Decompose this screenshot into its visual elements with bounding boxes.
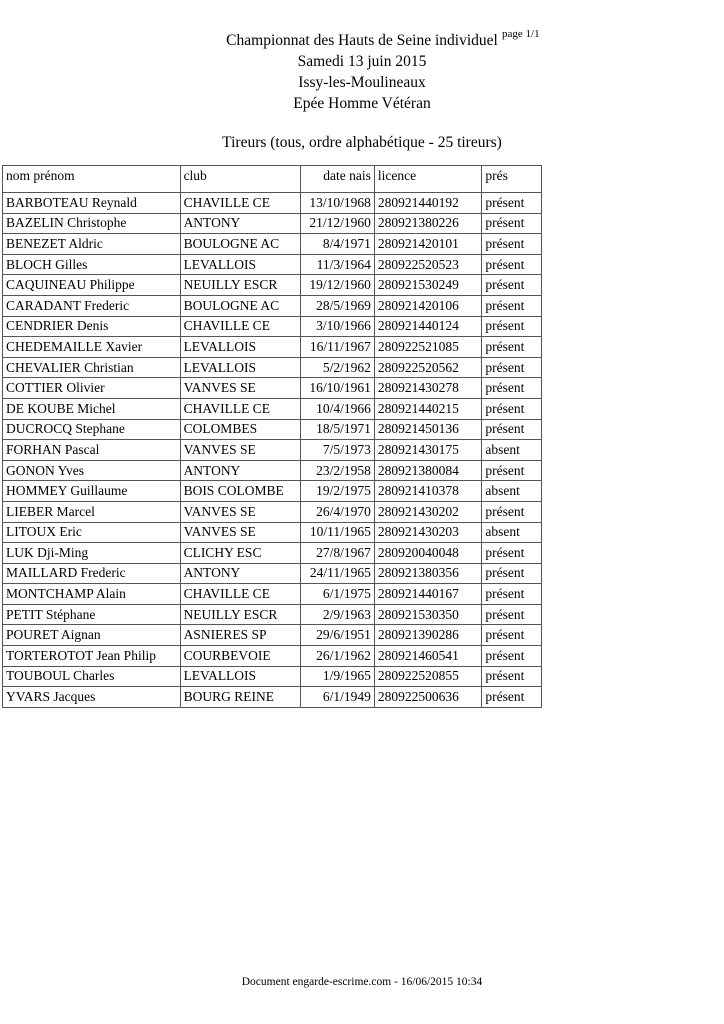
cell-birthdate: 21/12/1960 (300, 213, 374, 234)
table-row (3, 419, 542, 440)
cell-name: MONTCHAMP Alain (3, 584, 181, 605)
table-row (3, 213, 542, 234)
cell-birthdate: 23/2/1958 (300, 460, 374, 481)
table-row (3, 563, 542, 584)
cell-licence: 280921390286 (374, 625, 482, 646)
cell-name: LIEBER Marcel (3, 501, 181, 522)
cell-club: CHAVILLE CE (180, 316, 300, 337)
cell-club: COURBEVOIE (180, 646, 300, 667)
cell-name: BENEZET Aldric (3, 234, 181, 255)
cell-birthdate: 19/12/1960 (300, 275, 374, 296)
table-row (3, 687, 542, 708)
cell-name: CHEVALIER Christian (3, 357, 181, 378)
cell-birthdate: 2/9/1963 (300, 604, 374, 625)
cell-club: ANTONY (180, 460, 300, 481)
table-body (3, 193, 542, 708)
cell-licence: 280921450136 (374, 419, 482, 440)
cell-name: LITOUX Eric (3, 522, 181, 543)
cell-presence: présent (482, 316, 542, 337)
table-row (3, 666, 542, 687)
column-header-name: nom prénom (3, 166, 181, 193)
competition-category: Epée Homme Vétéran (293, 95, 431, 112)
table-row (3, 481, 542, 502)
cell-licence: 280921430202 (374, 501, 482, 522)
table-row (3, 440, 542, 461)
fencers-table (2, 165, 542, 708)
cell-name: BAZELIN Christophe (3, 213, 181, 234)
cell-licence: 280922520523 (374, 254, 482, 275)
cell-birthdate: 10/11/1965 (300, 522, 374, 543)
cell-birthdate: 1/9/1965 (300, 666, 374, 687)
cell-name: CENDRIER Denis (3, 316, 181, 337)
table-row (3, 584, 542, 605)
cell-licence: 280921460541 (374, 646, 482, 667)
cell-club: NEUILLY ESCR (180, 604, 300, 625)
cell-presence: présent (482, 398, 542, 419)
table-row (3, 254, 542, 275)
cell-birthdate: 26/4/1970 (300, 501, 374, 522)
cell-club: LEVALLOIS (180, 357, 300, 378)
cell-name: TOUBOUL Charles (3, 666, 181, 687)
cell-birthdate: 16/11/1967 (300, 337, 374, 358)
column-header-birthdate: date nais (300, 166, 374, 193)
cell-licence: 280921420106 (374, 295, 482, 316)
cell-birthdate: 6/1/1975 (300, 584, 374, 605)
cell-club: CHAVILLE CE (180, 193, 300, 214)
table-row (3, 295, 542, 316)
cell-birthdate: 7/5/1973 (300, 440, 374, 461)
cell-licence: 280921440124 (374, 316, 482, 337)
cell-name: GONON Yves (3, 460, 181, 481)
cell-birthdate: 6/1/1949 (300, 687, 374, 708)
cell-name: LUK Dji-Ming (3, 543, 181, 564)
cell-club: BOURG REINE (180, 687, 300, 708)
cell-licence: 280921530350 (374, 604, 482, 625)
cell-licence: 280921420101 (374, 234, 482, 255)
cell-club: CHAVILLE CE (180, 398, 300, 419)
table-row (3, 398, 542, 419)
cell-licence: 280922520562 (374, 357, 482, 378)
cell-presence: présent (482, 295, 542, 316)
cell-birthdate: 8/4/1971 (300, 234, 374, 255)
table-row (3, 543, 542, 564)
cell-licence: 280921440215 (374, 398, 482, 419)
cell-licence: 280921380084 (374, 460, 482, 481)
cell-club: LEVALLOIS (180, 666, 300, 687)
cell-club: ANTONY (180, 213, 300, 234)
table-row (3, 604, 542, 625)
cell-presence: présent (482, 254, 542, 275)
cell-licence: 280921380356 (374, 563, 482, 584)
cell-presence: absent (482, 440, 542, 461)
cell-presence: présent (482, 543, 542, 564)
document-footer: Document engarde-escrime.com - 16/06/2015 10:34 (241, 976, 483, 988)
cell-presence: présent (482, 337, 542, 358)
cell-club: CHAVILLE CE (180, 584, 300, 605)
competition-title: Championnat des Hauts de Seine individuel (226, 32, 498, 49)
cell-club: VANVES SE (180, 378, 300, 399)
column-header-licence: licence (374, 166, 482, 193)
cell-licence: 280922500636 (374, 687, 482, 708)
column-header-club: club (180, 166, 300, 193)
cell-name: CAQUINEAU Philippe (3, 275, 181, 296)
table-row (3, 316, 542, 337)
cell-name: POURET Aignan (3, 625, 181, 646)
table-row (3, 337, 542, 358)
cell-licence: 280920040048 (374, 543, 482, 564)
cell-licence: 280921430203 (374, 522, 482, 543)
cell-name: BARBOTEAU Reynald (3, 193, 181, 214)
cell-club: LEVALLOIS (180, 254, 300, 275)
cell-club: CLICHY ESC (180, 543, 300, 564)
table-row (3, 522, 542, 543)
cell-name: HOMMEY Guillaume (3, 481, 181, 502)
cell-presence: présent (482, 687, 542, 708)
cell-name: YVARS Jacques (3, 687, 181, 708)
column-header-presence: prés (482, 166, 542, 193)
cell-name: FORHAN Pascal (3, 440, 181, 461)
cell-name: BLOCH Gilles (3, 254, 181, 275)
cell-club: LEVALLOIS (180, 337, 300, 358)
cell-club: BOULOGNE AC (180, 234, 300, 255)
cell-name: DUCROCQ Stephane (3, 419, 181, 440)
cell-birthdate: 11/3/1964 (300, 254, 374, 275)
table-subtitle: Tireurs (tous, ordre alphabétique - 25 tireurs) (222, 134, 502, 151)
cell-licence: 280922520855 (374, 666, 482, 687)
cell-presence: présent (482, 378, 542, 399)
table-row (3, 501, 542, 522)
competition-date: Samedi 13 juin 2015 (297, 53, 427, 70)
cell-birthdate: 19/2/1975 (300, 481, 374, 502)
document-header (0, 30, 724, 114)
cell-club: ANTONY (180, 563, 300, 584)
cell-presence: présent (482, 584, 542, 605)
cell-presence: présent (482, 193, 542, 214)
page-number: page 1/1 (502, 28, 540, 40)
cell-licence: 280921430175 (374, 440, 482, 461)
cell-name: TORTEROTOT Jean Philip (3, 646, 181, 667)
cell-presence: absent (482, 522, 542, 543)
cell-club: NEUILLY ESCR (180, 275, 300, 296)
table-row (3, 646, 542, 667)
cell-presence: présent (482, 563, 542, 584)
table-row (3, 378, 542, 399)
table-row (3, 460, 542, 481)
table-row (3, 625, 542, 646)
cell-presence: présent (482, 357, 542, 378)
cell-presence: présent (482, 646, 542, 667)
cell-name: MAILLARD Frederic (3, 563, 181, 584)
cell-club: VANVES SE (180, 440, 300, 461)
cell-presence: présent (482, 419, 542, 440)
cell-birthdate: 5/2/1962 (300, 357, 374, 378)
cell-club: VANVES SE (180, 522, 300, 543)
cell-licence: 280921440192 (374, 193, 482, 214)
cell-club: BOIS COLOMBE (180, 481, 300, 502)
cell-licence: 280921380226 (374, 213, 482, 234)
cell-presence: présent (482, 666, 542, 687)
cell-birthdate: 3/10/1966 (300, 316, 374, 337)
cell-name: PETIT Stéphane (3, 604, 181, 625)
cell-club: COLOMBES (180, 419, 300, 440)
cell-club: BOULOGNE AC (180, 295, 300, 316)
cell-name: CARADANT Frederic (3, 295, 181, 316)
cell-club: ASNIERES SP (180, 625, 300, 646)
cell-birthdate: 29/6/1951 (300, 625, 374, 646)
cell-presence: présent (482, 275, 542, 296)
table-row (3, 234, 542, 255)
cell-presence: présent (482, 234, 542, 255)
cell-name: CHEDEMAILLE Xavier (3, 337, 181, 358)
cell-name: DE KOUBE Michel (3, 398, 181, 419)
cell-birthdate: 13/10/1968 (300, 193, 374, 214)
cell-presence: présent (482, 213, 542, 234)
cell-birthdate: 26/1/1962 (300, 646, 374, 667)
cell-licence: 280922521085 (374, 337, 482, 358)
cell-licence: 280921430278 (374, 378, 482, 399)
cell-name: COTTIER Olivier (3, 378, 181, 399)
cell-club: VANVES SE (180, 501, 300, 522)
cell-birthdate: 10/4/1966 (300, 398, 374, 419)
cell-presence: présent (482, 604, 542, 625)
cell-birthdate: 18/5/1971 (300, 419, 374, 440)
cell-birthdate: 27/8/1967 (300, 543, 374, 564)
table-row (3, 193, 542, 214)
cell-presence: absent (482, 481, 542, 502)
table-row (3, 275, 542, 296)
cell-licence: 280921530249 (374, 275, 482, 296)
table-row (3, 357, 542, 378)
cell-licence: 280921410378 (374, 481, 482, 502)
cell-birthdate: 24/11/1965 (300, 563, 374, 584)
cell-birthdate: 16/10/1961 (300, 378, 374, 399)
competition-location: Issy-les-Moulineaux (298, 74, 426, 91)
cell-birthdate: 28/5/1969 (300, 295, 374, 316)
cell-licence: 280921440167 (374, 584, 482, 605)
table-header-row (3, 166, 542, 193)
cell-presence: présent (482, 460, 542, 481)
cell-presence: présent (482, 501, 542, 522)
cell-presence: présent (482, 625, 542, 646)
